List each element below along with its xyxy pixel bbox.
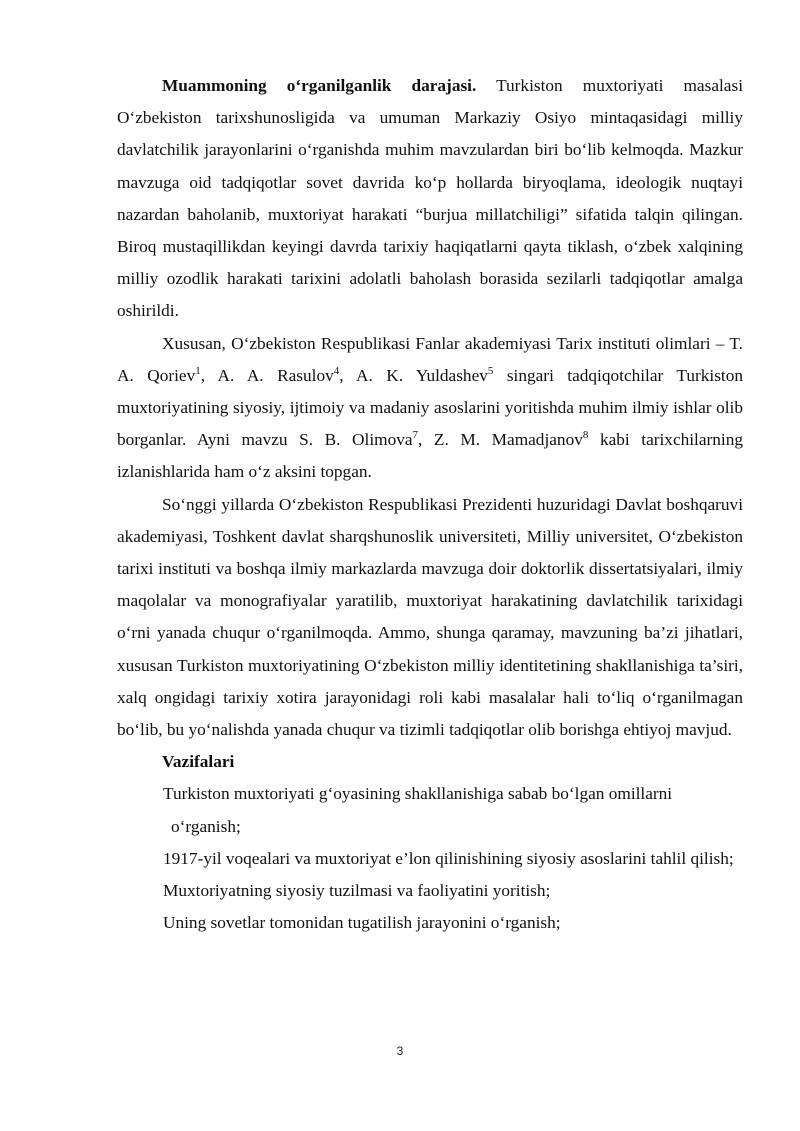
footnote-ref[interactable]: 4 (333, 365, 340, 378)
footnote-ref[interactable]: 5 (487, 365, 494, 378)
paragraph-recent-research: So‘nggi yillarda O‘zbekiston Respublikasi Prezidenti huzuridagi Davlat boshqaruvi akademiyasi, Toshkent davlat sharqshunoslik universiteti, Milliy universitet, O‘zbekiston tarixi instituti va boshqa ilmiy markazlarda mavzuga doir doktorlik dissertatsiyalari, ilmiy maqolalar va monografiyalar yaratilib, muxtoriyat harakatining davlatchilik tarixidagi o‘rni yanada chuqur o‘rganilmoqda. Ammo, shunga qaramay, mavzuning ba’zi jihatlari, xususan Turkiston muxtoriyatining O‘zbekiston milliy identitetining shakllanishiga ta’siri, xalq ongidagi tarixiy xotira jarayonidagi roli kabi masalalar hali to‘liq o‘rganilmagan bo‘lib, bu yo‘nalishda yanada chuqur va tizimli tadqiqotlar olib borishga ehtiyoj mavjud. (117, 494, 743, 740)
footnote-ref[interactable]: 7 (412, 429, 419, 442)
document-body (117, 70, 743, 939)
paragraph-text: , Z. M. Mamadjanov (418, 430, 583, 450)
paragraph-text: , A. A. Rasulov (200, 365, 334, 385)
task-item-line: Turkiston muxtoriyati g‘oyasining shakllanishiga sabab bo‘lgan omillarni (163, 784, 673, 804)
tasks-heading: Vazifalari (162, 752, 235, 772)
paragraph-text: , A. K. Yuldashev (339, 365, 488, 385)
footnote-ref[interactable]: 8 (582, 429, 589, 442)
paragraph-text: Turkiston muxtoriyati masalasi O‘zbekiston tarixshunosligida va umuman Markaziy Osiyo mintaqasidagi milliy davlatchilik jarayonlarini o‘rganishda muhim mavzulardan biri bo‘lib kelmoqda. Mazkur mavzuga oid tadqiqotlar sovet davrida ko‘p hollarda biryoqlama, ideologik nuqtayi nazardan baholanib, muxtoriyat harakati “burjua millatchiligi” sifatida talqin qilingan. Biroq mustaqillikdan keyingi davrda tarixiy haqiqatlarni qayta tiklash, o‘zbek xalqining milliy ozodlik harakati tarixini adolatli baholash borasida sezilarli tadqiqotlar amalga oshirildi. (117, 76, 743, 321)
footnote-ref[interactable]: 1 (195, 365, 201, 378)
paragraph-scholars (117, 328, 743, 489)
paragraph-lead-heading: Muammoning o‘rganilganlik darajasi. (162, 76, 477, 95)
task-item: 1917-yil voqealari va muxtoriyat e’lon qilinishining siyosiy asoslarini tahlil qilish; (163, 848, 734, 868)
task-item (117, 778, 743, 842)
paragraph-text: kabi tarixchilarning izlanishlarida ham o‘z aksini topgan. (117, 430, 744, 482)
paragraph-research-level (117, 70, 743, 328)
page-number: 3 (396, 1044, 404, 1058)
task-item: Uning sovetlar tomonidan tugatilish jarayonini o‘rganish; (163, 913, 561, 933)
task-item-line: o‘rganish; (171, 816, 241, 836)
paragraph-text: singari tadqiqotchilar Turkiston muxtoriyatining siyosiy, ijtimoiy va madaniy asoslarini yoritishda muhim ilmiy ishlar olib borganlar. Ayni mavzu S. B. Olimova (117, 365, 744, 450)
task-item: Muxtoriyatning siyosiy tuzilmasi va faoliyatini yoritish; (163, 881, 551, 901)
paragraph-text: Xususan, O‘zbekiston Respublikasi Fanlar akademiyasi Tarix instituti olimlari – T. A. Qoriev (117, 333, 743, 385)
